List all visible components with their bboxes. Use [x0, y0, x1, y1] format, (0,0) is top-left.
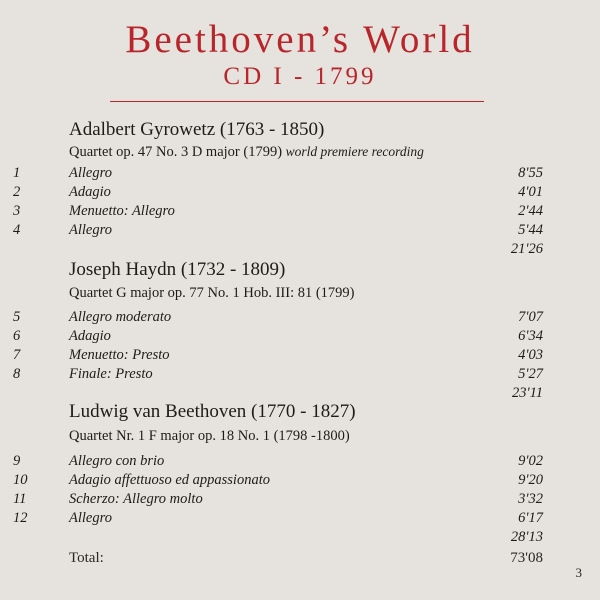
track-number: 1: [13, 165, 21, 181]
track-row: [0, 509, 600, 528]
work-title: [69, 143, 424, 161]
track-row: [0, 490, 600, 509]
track-title: Allegro: [69, 222, 112, 238]
track-duration: 5'27: [518, 366, 543, 382]
total-label: Total:: [69, 550, 104, 566]
track-duration: 9'20: [518, 472, 543, 488]
track-title: Adagio affettuoso ed appassionato: [69, 472, 270, 488]
track-number: 7: [13, 347, 21, 363]
track-number: 12: [13, 510, 28, 526]
track-title: Finale: Presto: [69, 366, 153, 382]
composer-heading: Ludwig van Beethoven (1770 - 1827): [69, 401, 356, 422]
work-name: Quartet op. 47 No. 3 D major (1799): [69, 144, 283, 160]
section-subtotal: 28'13: [510, 529, 543, 545]
track-number: 6: [13, 328, 21, 344]
track-title: Allegro con brio: [69, 453, 165, 469]
total-duration: 73'08: [510, 550, 543, 566]
work-title: [69, 427, 350, 445]
track-row: [0, 308, 600, 327]
track-duration: 6'17: [518, 510, 543, 526]
track-row: [0, 327, 600, 346]
track-row: [0, 452, 600, 471]
track-row: [0, 202, 600, 221]
page-number: 3: [575, 565, 582, 580]
composer-heading: Joseph Haydn (1732 - 1809): [69, 259, 286, 280]
track-row: [0, 183, 600, 202]
track-title: Allegro: [69, 165, 112, 181]
track-number: 10: [13, 472, 28, 488]
track-row: [0, 164, 600, 183]
track-title: Menuetto: Presto: [69, 347, 170, 363]
section-subtotal: 23'11: [511, 385, 543, 401]
section-subtotal: 21'26: [510, 241, 543, 257]
track-title: Allegro: [69, 510, 112, 526]
composer-heading: Adalbert Gyrowetz (1763 - 1850): [69, 119, 325, 140]
track-number: 2: [13, 184, 21, 200]
track-number: 9: [13, 453, 21, 469]
track-duration: 8'55: [518, 165, 543, 181]
title-divider: [110, 101, 484, 102]
track-row: [0, 365, 600, 384]
track-row: [0, 346, 600, 365]
track-duration: 4'01: [518, 184, 543, 200]
work-title: [69, 284, 355, 302]
track-duration: 4'03: [518, 347, 543, 363]
work-name: Quartet Nr. 1 F major op. 18 No. 1 (1798 -1800): [69, 428, 350, 444]
track-title: Adagio: [69, 328, 111, 344]
track-number: 4: [13, 222, 21, 238]
track-duration: 9'02: [518, 453, 543, 469]
track-number: 8: [13, 366, 21, 382]
track-duration: 7'07: [518, 309, 543, 325]
track-number: 5: [13, 309, 21, 325]
track-row: [0, 471, 600, 490]
track-duration: 2'44: [518, 203, 543, 219]
track-title: Allegro moderato: [69, 309, 172, 325]
track-title: Menuetto: Allegro: [69, 203, 175, 219]
track-duration: 5'44: [518, 222, 543, 238]
page-title: Beethoven’s World: [125, 18, 475, 61]
track-duration: 3'32: [518, 491, 543, 507]
track-number: 11: [13, 491, 27, 507]
track-row: [0, 221, 600, 240]
cd-subtitle: CD I - 1799: [223, 63, 377, 90]
track-number: 3: [13, 203, 21, 219]
track-title: Scherzo: Allegro molto: [69, 491, 203, 507]
work-name: Quartet G major op. 77 No. 1 Hob. III: 81 (1799): [69, 285, 355, 301]
track-title: Adagio: [69, 184, 111, 200]
track-duration: 6'34: [518, 328, 543, 344]
premiere-note: world premiere recording: [285, 144, 424, 159]
